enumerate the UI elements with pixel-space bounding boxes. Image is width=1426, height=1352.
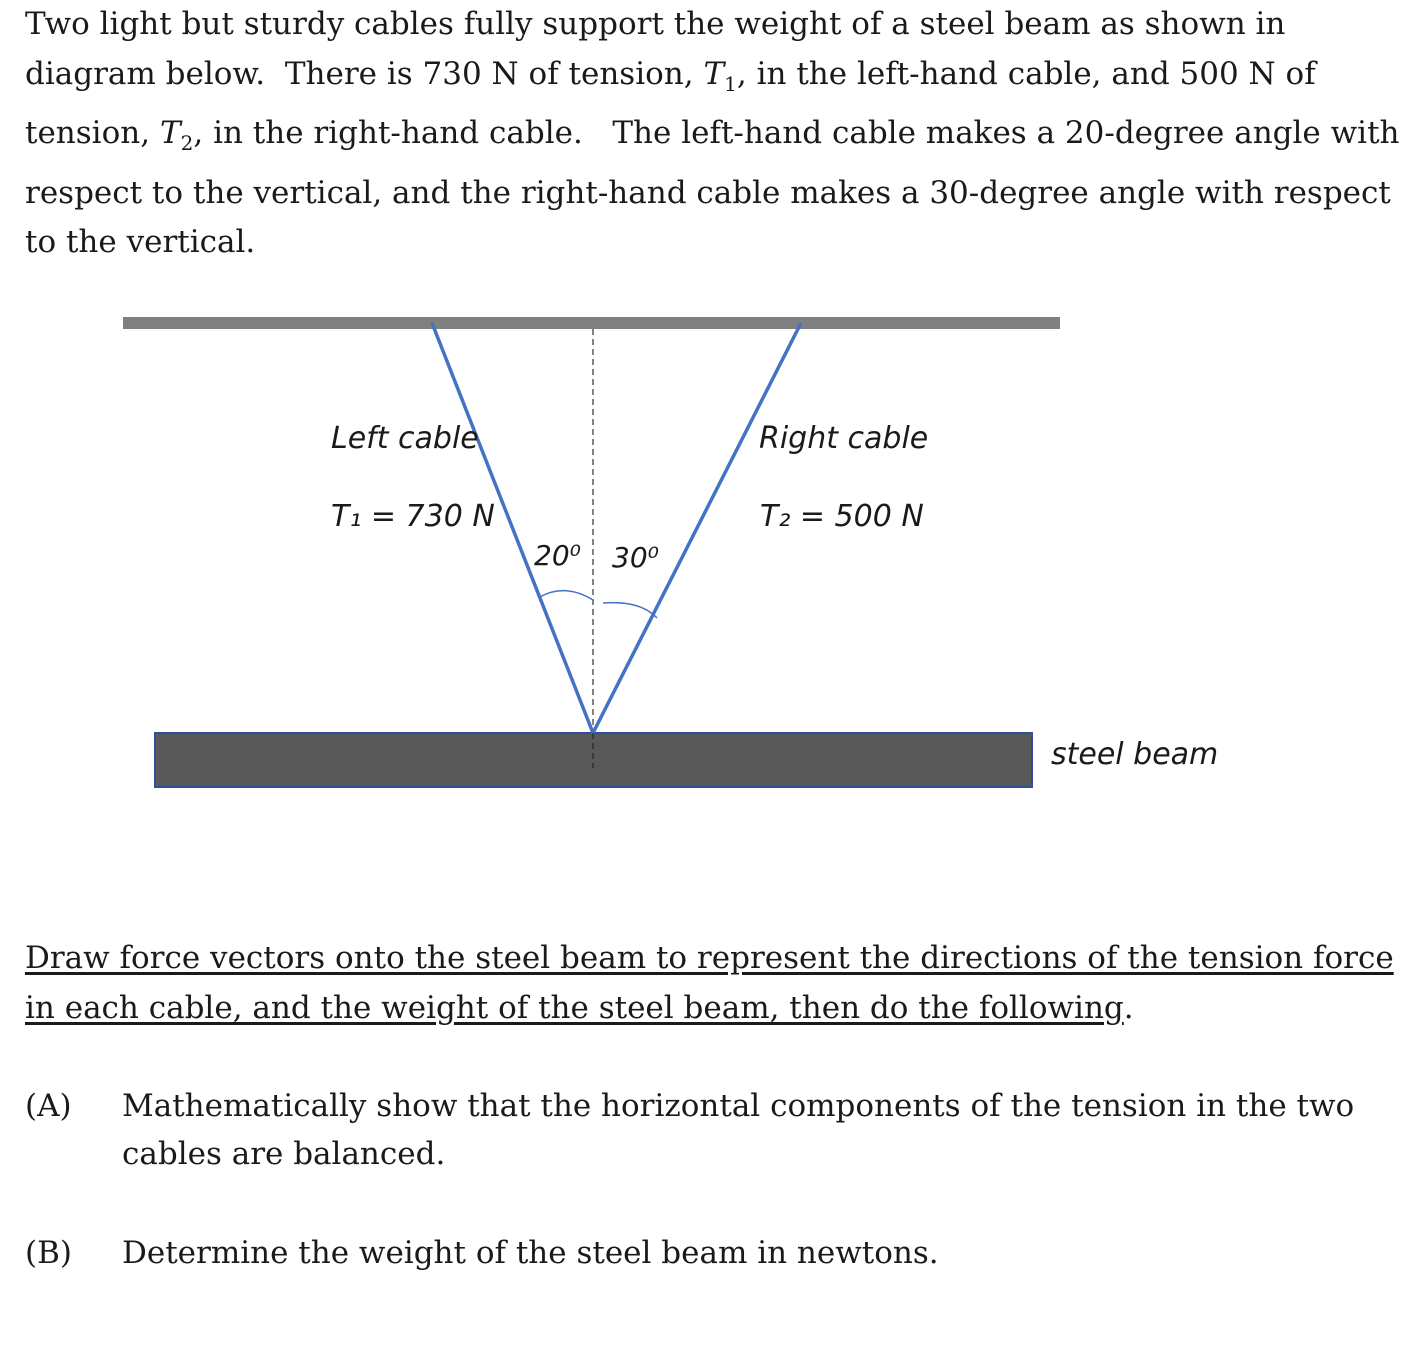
right-angle-label: 30⁰ <box>612 541 659 574</box>
part-a-text: Mathematically show that the horizontal components of the tension in the two cables are balanced. <box>122 1088 1355 1172</box>
part-b <box>25 1229 1405 1279</box>
right-angle-arc <box>603 603 657 618</box>
t2-symbol: T <box>159 115 181 152</box>
left-cable-label: Left cable <box>331 421 479 456</box>
right-tension-label: T₂ = 500 N <box>760 499 924 534</box>
left-angle-arc <box>540 591 593 600</box>
steel-beam-label: steel beam <box>1051 737 1219 772</box>
part-a-label: (A) <box>25 1088 72 1124</box>
t2-subscript: 2 <box>180 131 194 156</box>
part-a <box>25 1082 1405 1182</box>
right-cable-label: Right cable <box>759 421 929 456</box>
intro-sentence-3: The left-hand cable makes a 20-degree angle with respect to the vertical, and the right-hand cable makes a 30-degree angle with respect to the vertical. <box>25 115 1400 261</box>
intro-sentence-2b: , in the left-hand cable, and 500 N of tension, <box>25 55 1316 152</box>
instruction-underlined: Draw force vectors onto the steel beam to represent the directions of the tension force in each cable, and the weight of the steel beam, then do the following <box>25 940 1394 1026</box>
part-b-label: (B) <box>25 1235 72 1271</box>
left-angle-label: 20⁰ <box>534 539 581 572</box>
intro-sentence-2a: There is 730 N of tension, <box>284 55 694 92</box>
instruction <box>25 933 1415 1033</box>
intro-sentence-1: Two light but sturdy cables fully support the weight of a steel beam as shown in diagram below. <box>25 6 1286 92</box>
t1-subscript: 1 <box>724 71 737 96</box>
t1-symbol: T <box>703 55 725 92</box>
steel-beam <box>155 733 1032 787</box>
left-tension-label: T₁ = 730 N <box>331 499 495 534</box>
part-b-text: Determine the weight of the steel beam in newtons. <box>122 1235 939 1271</box>
ceiling-bar <box>123 317 1060 329</box>
instruction-end: . <box>1123 990 1134 1026</box>
intro-sentence-2c: , in the right-hand cable. <box>193 115 583 152</box>
